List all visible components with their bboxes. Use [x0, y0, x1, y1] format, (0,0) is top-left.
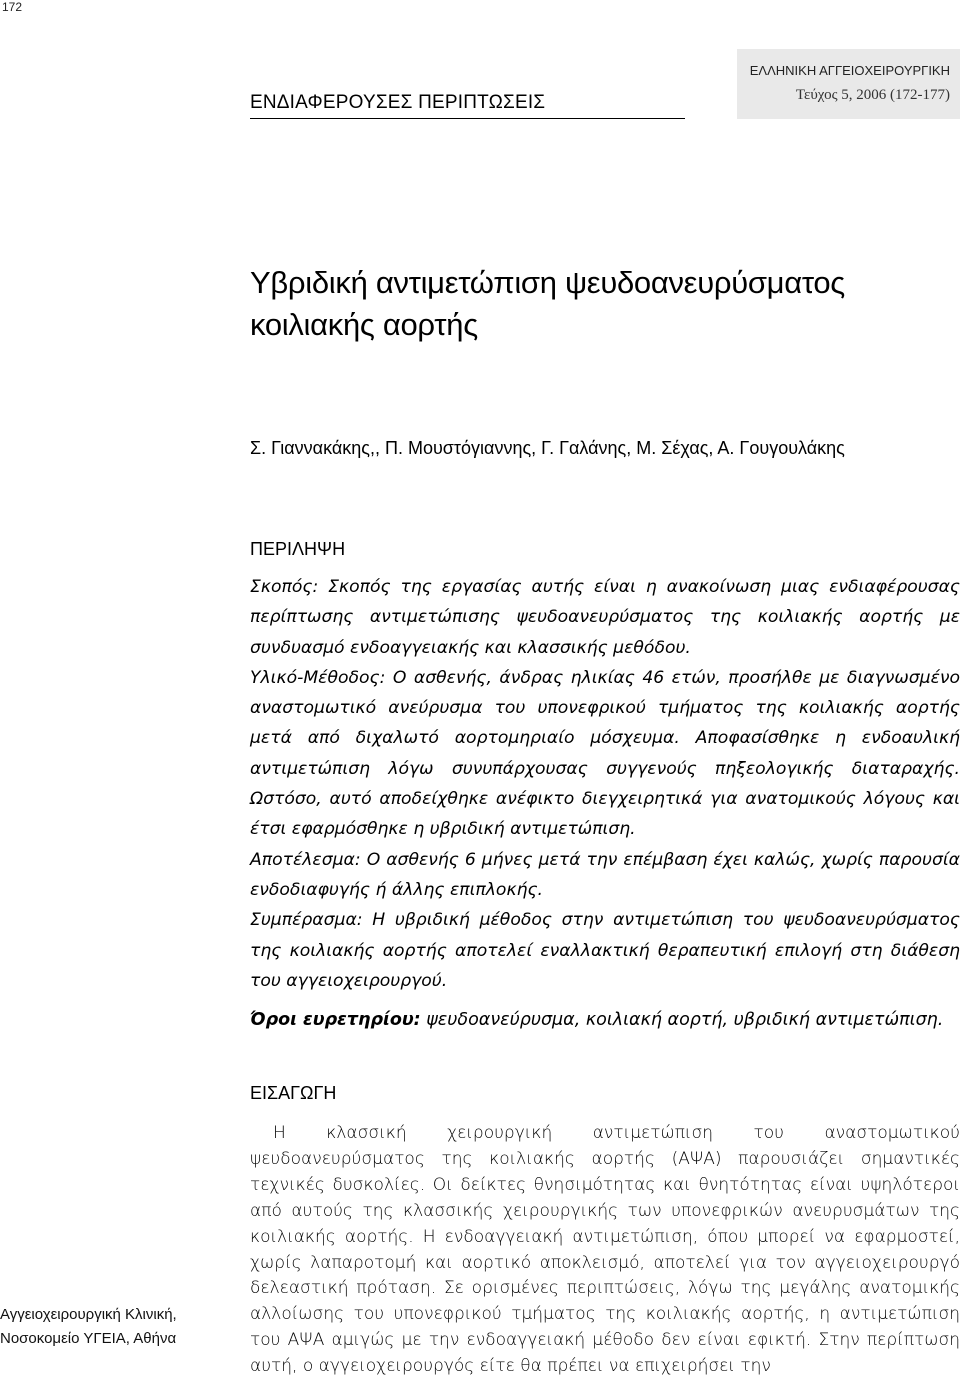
keywords [250, 1010, 943, 1030]
abstract-conclusion-label: Συμπέρασμα: [250, 910, 363, 931]
article-title-line-2: κοιλιακής αορτής [250, 307, 478, 342]
keywords-label: Όροι ευρετηρίου: [250, 1010, 421, 1030]
abstract-purpose-text: Σκοπός της εργασίας αυτής είναι η ανακοίνωση μιας ενδιαφέρουσας περίπτωσης αντιμετώπισης ψευδοανευρύσματος της κοιλιακής αορτής με συνδυασμό ενδοαγγειακής και κλασσικής μεθόδου. [250, 577, 960, 658]
abstract-results-text: Ο ασθενής 6 μήνες μετά την επέμβαση έχει καλώς, χωρίς παρουσία ενδοδιαφυγής ή άλλης επιπλοκής. [250, 849, 960, 900]
authors: Σ. Γιαννακάκης,, Π. Μουστόγιαννης, Γ. Γαλάνης, Μ. Σέχας, Α. Γουγουλάκης [250, 438, 845, 458]
introduction [250, 1121, 960, 1380]
abstract-purpose-label: Σκοπός: [250, 577, 319, 597]
affiliation-line-1: Αγγειοχειρουργική Κλινική, [0, 1306, 177, 1323]
affiliation [0, 1303, 177, 1351]
introduction-heading: ΕΙΣΑΓΩΓΗ [250, 1083, 337, 1103]
page-number: 172 [2, 0, 23, 14]
abstract-purpose [250, 572, 960, 663]
section-rule [250, 118, 685, 119]
abstract-results [250, 845, 960, 906]
introduction-paragraph: Η κλασσική χειρουργική αντιμετώπιση του αναστομωτικού ψευδοανευρύσματος της κοιλιακής αορτής (ΑΨΑ) παρουσιάζει σημαντικές τεχνικές δυσκολίες. Οι δείκτες θνησιμότητας και θνητότητας είναι υψηλότεροι από αυτούς της κλασσικής χειρουργικής των υπονεφρικών ανευρυσμάτων της κοιλιακής αορτής. Η ενδοαγγειακή αντιμετώπιση, όπου μπορεί να εφαρμοστεί, χωρίς λαπαροτομή και αορτικό αποκλεισμό, αποτελεί για τον αγγειοχειρουργό δελεαστική πρόταση. Σε ορισμένες περιπτώσεις, λόγω της μεγάλης ανατομικής αλλοίωσης του υπονεφρικού τμήματος της κοιλιακής αορτής, η αντιμετώπιση του ΑΨΑ αμιγώς με την ενδοαγγειακή μέθοδο δεν είναι εφικτή. Στην περίπτωση αυτή, ο αγγειοχειρουργός είτε θα πρέπει να επιχειρήσει την [250, 1123, 960, 1377]
abstract [250, 572, 960, 996]
journal-issue: Τεύχος 5, 2006 (172-177) [795, 87, 950, 103]
abstract-heading: ΠΕΡΙΛΗΨΗ [250, 539, 346, 559]
keywords-text: ψευδοανεύρυσμα, κοιλιακή αορτή, υβριδική αντιμετώπιση. [426, 1010, 944, 1030]
journal-name: ΕΛΛΗΝΙΚΗ ΑΓΓΕΙΟΧΕΙΡΟΥΡΓΙΚΗ [749, 63, 950, 78]
abstract-methods-label: Υλικό-Μέθοδος: [250, 667, 386, 688]
journal-header-box [737, 49, 960, 119]
abstract-results-label: Αποτέλεσμα: [250, 849, 361, 870]
abstract-methods-text: Ο ασθενής, άνδρας ηλικίας 46 ετών, προσήλθε με διαγνωσμένο αναστομωτικό ανεύρυσμα του υπονεφρικού τμήματος της κοιλιακής αορτής μετά από διχαλωτό αορτομηριαίο μόσχευμα. Αποφασίσθηκε η ενδοαυλική αντιμετώπιση λόγω συνυπάρχουσας συγγενούς πηξεολογικής διαταραχής. Ωστόσο, αυτό αποδείχθηκε ανέφικτο διεγχειρητικά για ανατομικούς λόγους και έτσι εφαρμόσθηκε η υβριδική αντιμετώπιση. [250, 667, 960, 840]
abstract-methods [250, 663, 960, 845]
article-title [250, 262, 845, 346]
article-title-line-1: Υβριδική αντιμετώπιση ψευδοανευρύσματος [250, 265, 845, 300]
abstract-conclusion [250, 905, 960, 996]
affiliation-line-2: Νοσοκομείο ΥΓΕΙΑ, Αθήνα [0, 1330, 177, 1347]
section-heading: ΕΝΔΙΑΦΕΡΟΥΣΕΣ ΠΕΡΙΠΤΩΣΕΙΣ [250, 92, 546, 113]
abstract-conclusion-text: Η υβριδική μέθοδος στην αντιμετώπιση του ψευδοανευρύσματος της κοιλιακής αορτής αποτελεί εναλλακτική θεραπευτική επιλογή στη διάθεση του αγγειοχειρουργού. [250, 910, 960, 991]
